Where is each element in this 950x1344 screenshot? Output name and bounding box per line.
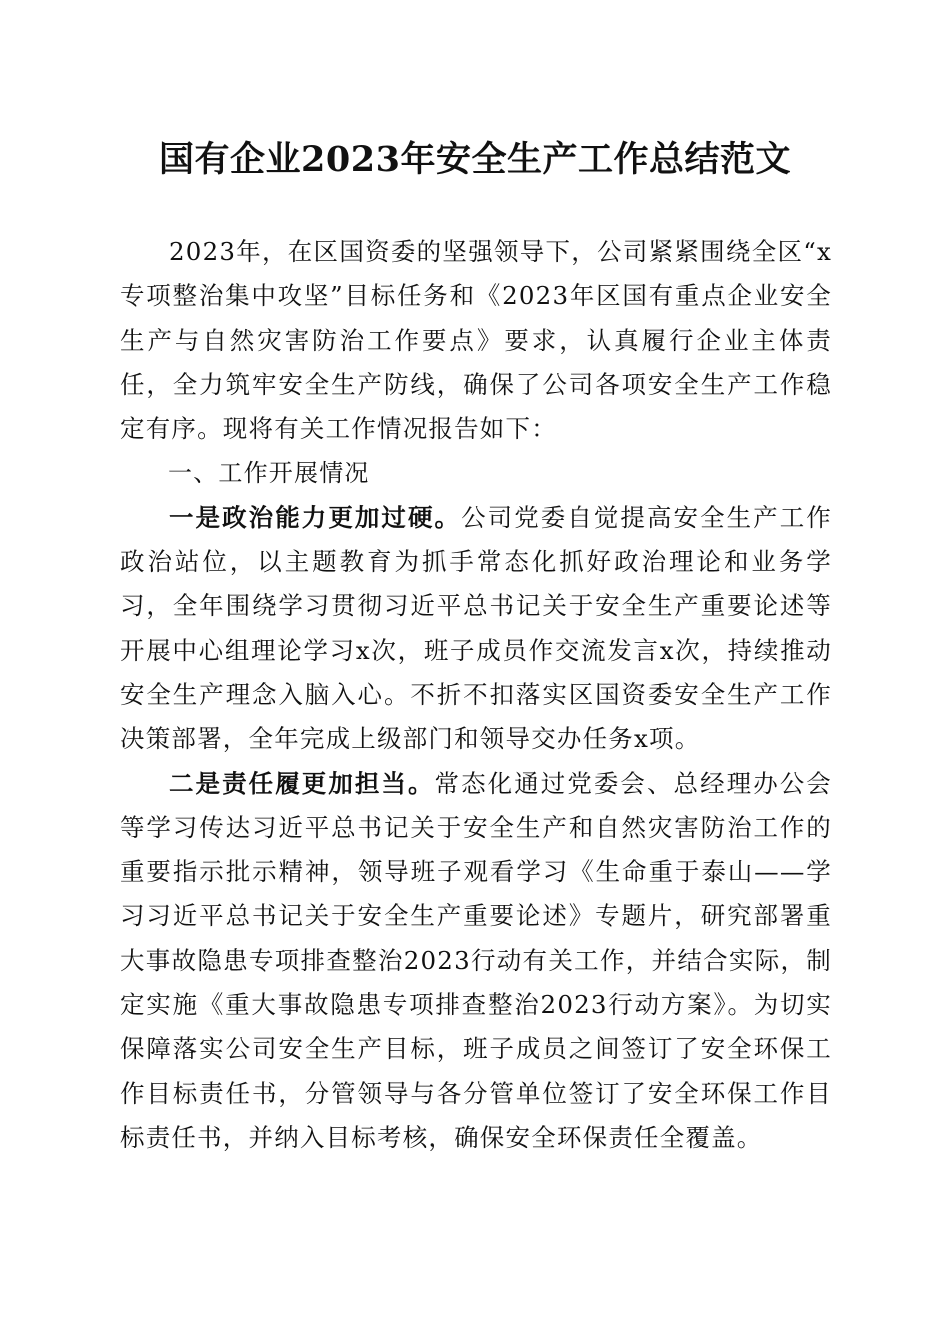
item-lead-2: 二是责任履更加担当。 [169,768,435,798]
item-text-2: 常态化通过党委会、总经理办公会等学习传达习近平总书记关于安全生产和自然灾害防治工作的重要指示批示精神，领导班子观看学习《生命重于泰山——学习习近平总书记关于安全生产重要论述》专题片，研究部署重大事故隐患专项排查整治2023行动有关工作，并结合实际，制定实施《重大事故隐患专项排查整治2023行动方案》。为切实保障落实公司安全生产目标，班子成员之间签订了安全环保工作目标责任书，分管领导与各分管单位签订了安全环保工作目标责任书，并纳入目标考核，确保安全环保责任全覆盖。 [120,768,833,1152]
item-lead-1: 一是政治能力更加过硬。 [169,502,462,532]
item-paragraph-2 [120,762,832,1161]
section-heading: 一、工作开展情况 [168,459,370,488]
item-text-1: 公司党委自觉提高安全生产工作政治站位，以主题教育为抓手常态化抓好政治理论和业务学习，全年围绕学习贯彻习近平总书记关于安全生产重要论述等开展中心组理论学习x次，班子成员作交流发言x次，持续推动安全生产理念入脑入心。不折不扣落实区国资委安全生产工作决策部署，全年完成上级部门和领导交办任务x项。 [120,502,832,754]
document-title: 国有企业2023年安全生产工作总结范文 [159,139,791,180]
item-paragraph-1 [120,496,832,762]
document-body [120,230,832,1160]
intro-paragraph: 2023年，在区国资委的坚强领导下，公司紧紧围绕全区“x专项整治集中攻坚”目标任务和《2023年区国有重点企业安全生产与自然灾害防治工作要点》要求，认真履行企业主体责任，全力筑牢安全生产防线，确保了公司各项安全生产工作稳定有序。现将有关工作情况报告如下： [120,237,832,444]
